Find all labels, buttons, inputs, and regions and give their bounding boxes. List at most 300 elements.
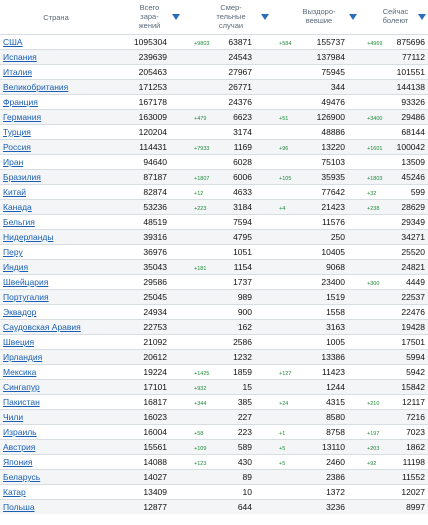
cases-delta: +344 [194, 401, 207, 407]
active-cell [363, 382, 428, 392]
recovered-value: 1558 [326, 307, 345, 317]
cases-delta: +58 [194, 431, 204, 437]
deaths-cell [187, 232, 275, 242]
table-row [0, 364, 428, 379]
country-link[interactable]: Саудовская Аравия [3, 322, 81, 332]
active-value: 34271 [401, 232, 425, 242]
table-row [0, 184, 428, 199]
table-row [0, 439, 428, 454]
cases-value: 17101 [143, 382, 167, 392]
active-value: 29349 [401, 217, 425, 227]
cases-cell [112, 412, 187, 422]
deaths-cell [187, 157, 275, 167]
active-value: 29486 [401, 112, 425, 122]
country-link[interactable]: Япония [3, 457, 33, 467]
header-recovered[interactable] [275, 0, 363, 34]
cases-cell [112, 232, 187, 242]
deaths-cell [187, 322, 275, 332]
cases-cell [112, 457, 207, 467]
cases-delta: +7933 [194, 146, 210, 152]
active-value: 93326 [401, 97, 425, 107]
recovered-delta: +300 [367, 281, 380, 287]
header-cases-line2: зара- [140, 12, 159, 21]
deaths-value: 24543 [228, 52, 252, 62]
recovered-delta: +32 [367, 191, 377, 197]
active-value: 17501 [401, 337, 425, 347]
recovered-delta: +92 [367, 461, 377, 467]
recovered-delta: +203 [367, 446, 380, 452]
active-value: 144138 [396, 82, 425, 92]
country-link[interactable]: США [3, 37, 23, 47]
active-value: 77112 [401, 52, 425, 62]
deaths-cell [187, 307, 275, 317]
deaths-value: 989 [237, 292, 252, 302]
recovered-value: 3236 [326, 502, 345, 512]
country-link[interactable]: Россия [3, 142, 31, 152]
recovered-cell [275, 397, 380, 407]
header-cases-line3: жений [138, 21, 161, 30]
deaths-cell [187, 142, 289, 152]
recovered-cell [275, 472, 363, 482]
table-body [0, 34, 428, 514]
cases-value: 1095304 [133, 37, 167, 47]
recovered-value: 1372 [326, 487, 345, 497]
deaths-value: 162 [237, 322, 252, 332]
country-link[interactable]: Эквадор [3, 307, 37, 317]
recovered-cell [275, 142, 383, 152]
recovered-value: 137984 [316, 52, 345, 62]
cases-cell [112, 382, 207, 392]
table-row [0, 319, 428, 334]
deaths-cell [187, 172, 292, 182]
recovered-cell [275, 367, 363, 377]
cases-value: 24934 [143, 307, 167, 317]
header-country-label: Страна [43, 13, 69, 22]
cases-value: 163009 [138, 112, 167, 122]
table-row [0, 49, 428, 64]
deaths-cell [187, 262, 275, 272]
cases-cell [112, 82, 187, 92]
active-cell [363, 52, 428, 62]
active-cell [363, 232, 428, 242]
cases-value: 39316 [143, 232, 167, 242]
recovered-cell [275, 202, 380, 212]
cases-value: 29586 [143, 277, 167, 287]
active-cell [363, 472, 428, 482]
active-value: 28629 [401, 202, 425, 212]
cases-cell [112, 52, 187, 62]
cases-value: 53236 [143, 202, 167, 212]
cases-value: 114431 [139, 142, 167, 152]
country-link[interactable]: Великобритания [3, 82, 69, 92]
active-cell [363, 412, 428, 422]
cases-value: 13409 [143, 487, 167, 497]
recovered-value: 11423 [321, 367, 345, 377]
deaths-value: 6028 [233, 157, 252, 167]
country-link[interactable]: Австрия [3, 442, 36, 452]
deaths-value: 89 [242, 472, 252, 482]
header-country[interactable] [0, 0, 112, 34]
recovered-cell [275, 457, 377, 467]
cases-value: 35043 [143, 262, 167, 272]
active-value: 22476 [401, 307, 425, 317]
active-cell [363, 217, 428, 227]
deaths-value: 1051 [233, 247, 252, 257]
deaths-cell [187, 502, 275, 512]
cases-cell [112, 322, 187, 332]
country-link[interactable]: Бельгия [3, 217, 35, 227]
cases-cell [112, 337, 187, 347]
country-link[interactable]: Германия [3, 112, 42, 122]
active-cell [363, 82, 428, 92]
recovered-value: 155737 [316, 37, 345, 47]
recovered-value: 8758 [326, 427, 345, 437]
cases-cell [112, 427, 204, 437]
cases-value: 21092 [143, 337, 167, 347]
active-value: 25520 [401, 247, 425, 257]
recovered-value: 13220 [321, 142, 345, 152]
cases-value: 16004 [143, 427, 167, 437]
recovered-cell [275, 262, 363, 272]
cases-value: 87187 [143, 172, 167, 182]
recovered-value: 49476 [321, 97, 345, 107]
recovered-value: 75103 [321, 157, 345, 167]
recovered-cell [275, 67, 363, 77]
recovered-value: 1519 [326, 292, 345, 302]
active-value: 11198 [402, 457, 425, 467]
active-value: 599 [410, 187, 425, 197]
deaths-cell [187, 202, 286, 212]
table-row [0, 289, 428, 304]
cases-value: 120204 [138, 127, 167, 137]
recovered-delta: +1601 [367, 146, 383, 152]
deaths-value: 644 [237, 502, 252, 512]
deaths-value: 2586 [233, 337, 252, 347]
cases-cell [112, 262, 207, 272]
recovered-delta: +1803 [367, 176, 383, 182]
deaths-cell [187, 337, 275, 347]
recovered-cell [275, 172, 383, 182]
active-cell [363, 262, 428, 272]
deaths-value: 7594 [233, 217, 252, 227]
deaths-cell [187, 397, 289, 407]
country-link[interactable]: Швеция [3, 337, 35, 347]
recovered-cell [275, 112, 383, 122]
active-value: 5942 [406, 367, 425, 377]
header-deaths-line1: Смер- [220, 3, 242, 12]
active-cell [363, 352, 428, 362]
active-cell [363, 487, 428, 497]
active-value: 15842 [401, 382, 425, 392]
active-value: 5994 [406, 352, 425, 362]
recovered-cell [275, 217, 363, 227]
header-recovered-line2: вевшие [305, 16, 333, 25]
country-link[interactable]: Индия [3, 262, 29, 272]
sort-arrow-icon[interactable] [172, 14, 180, 20]
country-link[interactable]: Пакистан [3, 397, 40, 407]
table-row [0, 424, 428, 439]
country-link[interactable]: Бразилия [3, 172, 41, 182]
cases-cell [112, 67, 187, 77]
recovered-delta: +210 [367, 401, 380, 407]
deaths-cell [187, 37, 292, 47]
cases-value: 15561 [143, 442, 167, 452]
cases-value: 167178 [138, 97, 167, 107]
active-value: 4449 [406, 277, 425, 287]
recovered-value: 48886 [321, 127, 345, 137]
active-cell [363, 322, 428, 332]
recovered-delta: +197 [367, 431, 380, 437]
recovered-value: 126900 [316, 112, 345, 122]
table-header [0, 0, 428, 34]
deaths-cell [187, 112, 289, 122]
table-row [0, 109, 428, 124]
country-link[interactable]: Израиль [3, 427, 37, 437]
deaths-cell [187, 442, 286, 452]
country-link[interactable]: Перу [3, 247, 23, 257]
country-link[interactable]: Франция [3, 97, 38, 107]
active-value: 100042 [396, 142, 425, 152]
active-cell [363, 247, 428, 257]
recovered-value: 13110 [321, 442, 345, 452]
cases-delta: +181 [194, 266, 207, 272]
deaths-cell [187, 97, 275, 107]
table-row [0, 484, 428, 499]
cases-value: 205463 [138, 67, 167, 77]
recovered-value: 2460 [326, 457, 345, 467]
cases-cell [112, 397, 207, 407]
deaths-value: 589 [237, 442, 252, 452]
deaths-cell [187, 127, 275, 137]
sort-arrow-icon[interactable] [349, 14, 357, 20]
recovered-value: 1005 [326, 337, 345, 347]
table-row [0, 34, 428, 49]
sort-arrow-icon[interactable] [261, 14, 269, 20]
table-row [0, 139, 428, 154]
recovered-value: 2386 [326, 472, 345, 482]
cases-value: 22753 [143, 322, 167, 332]
recovered-cell [275, 82, 363, 92]
deaths-value: 1154 [233, 262, 252, 272]
deaths-value: 27967 [228, 67, 252, 77]
table-row [0, 124, 428, 139]
recovered-value: 1244 [326, 382, 345, 392]
country-link[interactable]: Катар [3, 487, 26, 497]
cases-cell [112, 292, 187, 302]
recovered-cell [275, 277, 380, 287]
deaths-cell [187, 382, 275, 392]
deaths-cell [187, 67, 275, 77]
cases-value: 14088 [143, 457, 167, 467]
table-row [0, 94, 428, 109]
cases-cell [112, 97, 187, 107]
cases-cell [112, 277, 187, 287]
header-deaths-line2: тельные [216, 12, 246, 21]
country-link[interactable]: Мексика [3, 367, 37, 377]
active-value: 875696 [396, 37, 425, 47]
active-value: 68144 [401, 127, 425, 137]
cases-cell [112, 187, 204, 197]
table-row [0, 274, 428, 289]
cases-value: 16817 [143, 397, 167, 407]
cases-cell [112, 487, 187, 497]
deaths-value: 4795 [233, 232, 252, 242]
active-value: 101551 [396, 67, 425, 77]
country-link[interactable]: Испания [3, 52, 37, 62]
country-link[interactable]: Иран [3, 157, 24, 167]
header-active[interactable] [363, 0, 428, 34]
recovered-value: 23400 [321, 277, 345, 287]
active-cell [363, 127, 428, 137]
sort-arrow-icon[interactable] [418, 14, 426, 20]
deaths-cell [187, 412, 275, 422]
deaths-value: 10 [242, 487, 252, 497]
table-row [0, 169, 428, 184]
table-row [0, 409, 428, 424]
deaths-cell [187, 427, 286, 437]
active-cell [363, 292, 428, 302]
cases-value: 16023 [143, 412, 167, 422]
country-link[interactable]: Канада [3, 202, 32, 212]
table-row [0, 79, 428, 94]
recovered-value: 344 [330, 82, 345, 92]
header-active-line2: болеют [382, 16, 409, 25]
table-row [0, 259, 428, 274]
active-cell [363, 97, 428, 107]
deaths-value: 1737 [233, 277, 252, 287]
recovered-cell [275, 352, 363, 362]
deaths-cell [187, 472, 275, 482]
country-link[interactable]: Чили [3, 412, 24, 422]
deaths-delta: +1 [279, 431, 286, 437]
table-row [0, 334, 428, 349]
active-value: 1862 [406, 442, 425, 452]
active-cell [363, 502, 428, 512]
recovered-cell [275, 187, 377, 197]
recovered-value: 4315 [326, 397, 345, 407]
cases-delta: +123 [194, 461, 207, 467]
country-link[interactable]: Италия [3, 67, 32, 77]
cases-cell [112, 442, 207, 452]
deaths-value: 900 [237, 307, 252, 317]
active-cell [363, 307, 428, 317]
header-deaths[interactable] [187, 0, 275, 34]
cases-value: 36976 [143, 247, 167, 257]
active-value: 8997 [406, 502, 425, 512]
cases-cell [112, 112, 207, 122]
deaths-value: 15 [242, 382, 252, 392]
recovered-cell [275, 157, 363, 167]
header-recovered-line1: Выздоро- [302, 7, 336, 16]
recovered-cell [275, 232, 363, 242]
recovered-value: 21423 [321, 202, 345, 212]
recovered-value: 8580 [326, 412, 345, 422]
cases-value: 239639 [138, 52, 167, 62]
country-link[interactable]: Португалия [3, 292, 49, 302]
table-row [0, 64, 428, 79]
country-link[interactable]: Китай [3, 187, 26, 197]
recovered-cell [275, 307, 363, 317]
deaths-cell [187, 277, 275, 287]
deaths-delta: +105 [279, 176, 292, 182]
recovered-cell [275, 52, 363, 62]
deaths-delta: +4 [279, 206, 286, 212]
cases-cell [112, 37, 210, 47]
deaths-delta: +24 [279, 401, 289, 407]
deaths-value: 223 [237, 427, 252, 437]
deaths-delta: +96 [279, 146, 289, 152]
active-value: 12117 [401, 397, 425, 407]
cases-value: 14027 [143, 472, 167, 482]
cases-delta: +12 [194, 191, 204, 197]
recovered-cell [275, 322, 363, 332]
deaths-cell [187, 52, 275, 62]
active-value: 7216 [406, 412, 425, 422]
cases-value: 171253 [138, 82, 167, 92]
table-row [0, 469, 428, 484]
active-value: 45246 [401, 172, 425, 182]
deaths-value: 6006 [233, 172, 252, 182]
table-row [0, 154, 428, 169]
active-cell [363, 367, 428, 377]
country-link[interactable]: Турция [3, 127, 31, 137]
deaths-cell [187, 187, 275, 197]
recovered-value: 35935 [321, 172, 345, 182]
header-cases[interactable] [112, 0, 187, 34]
deaths-delta: +584 [279, 41, 292, 47]
deaths-value: 1232 [233, 352, 252, 362]
recovered-value: 10405 [321, 247, 345, 257]
country-link[interactable]: Беларусь [3, 472, 41, 482]
active-cell [363, 337, 428, 347]
country-link[interactable]: Польша [3, 502, 35, 512]
table-row [0, 199, 428, 214]
recovered-cell [275, 382, 363, 392]
active-value: 11552 [401, 472, 425, 482]
country-link[interactable]: Сингапур [3, 382, 40, 392]
deaths-value: 430 [237, 457, 252, 467]
deaths-cell [187, 352, 275, 362]
active-value: 7023 [406, 427, 425, 437]
cases-delta: +9803 [194, 41, 210, 47]
country-link[interactable]: Ирландия [3, 352, 43, 362]
cases-delta: +479 [194, 116, 207, 122]
cases-value: 25045 [143, 292, 167, 302]
deaths-value: 227 [237, 412, 252, 422]
table-row [0, 304, 428, 319]
active-cell [363, 157, 428, 167]
recovered-cell [275, 127, 363, 137]
cases-value: 94640 [143, 157, 167, 167]
recovered-value: 11576 [321, 217, 345, 227]
deaths-delta: +5 [279, 446, 286, 452]
deaths-cell [187, 217, 275, 227]
cases-cell [112, 472, 187, 482]
deaths-value: 385 [237, 397, 252, 407]
deaths-value: 3174 [233, 127, 252, 137]
deaths-value: 24376 [228, 97, 252, 107]
recovered-cell [275, 37, 383, 47]
deaths-cell [187, 367, 292, 377]
deaths-cell [187, 247, 275, 257]
recovered-cell [275, 337, 363, 347]
country-link[interactable]: Швейцария [3, 277, 49, 287]
country-link[interactable]: Нидерланды [3, 232, 54, 242]
cases-cell [112, 247, 187, 257]
active-value: 19428 [401, 322, 425, 332]
recovered-cell [275, 427, 380, 437]
table-row [0, 454, 428, 469]
